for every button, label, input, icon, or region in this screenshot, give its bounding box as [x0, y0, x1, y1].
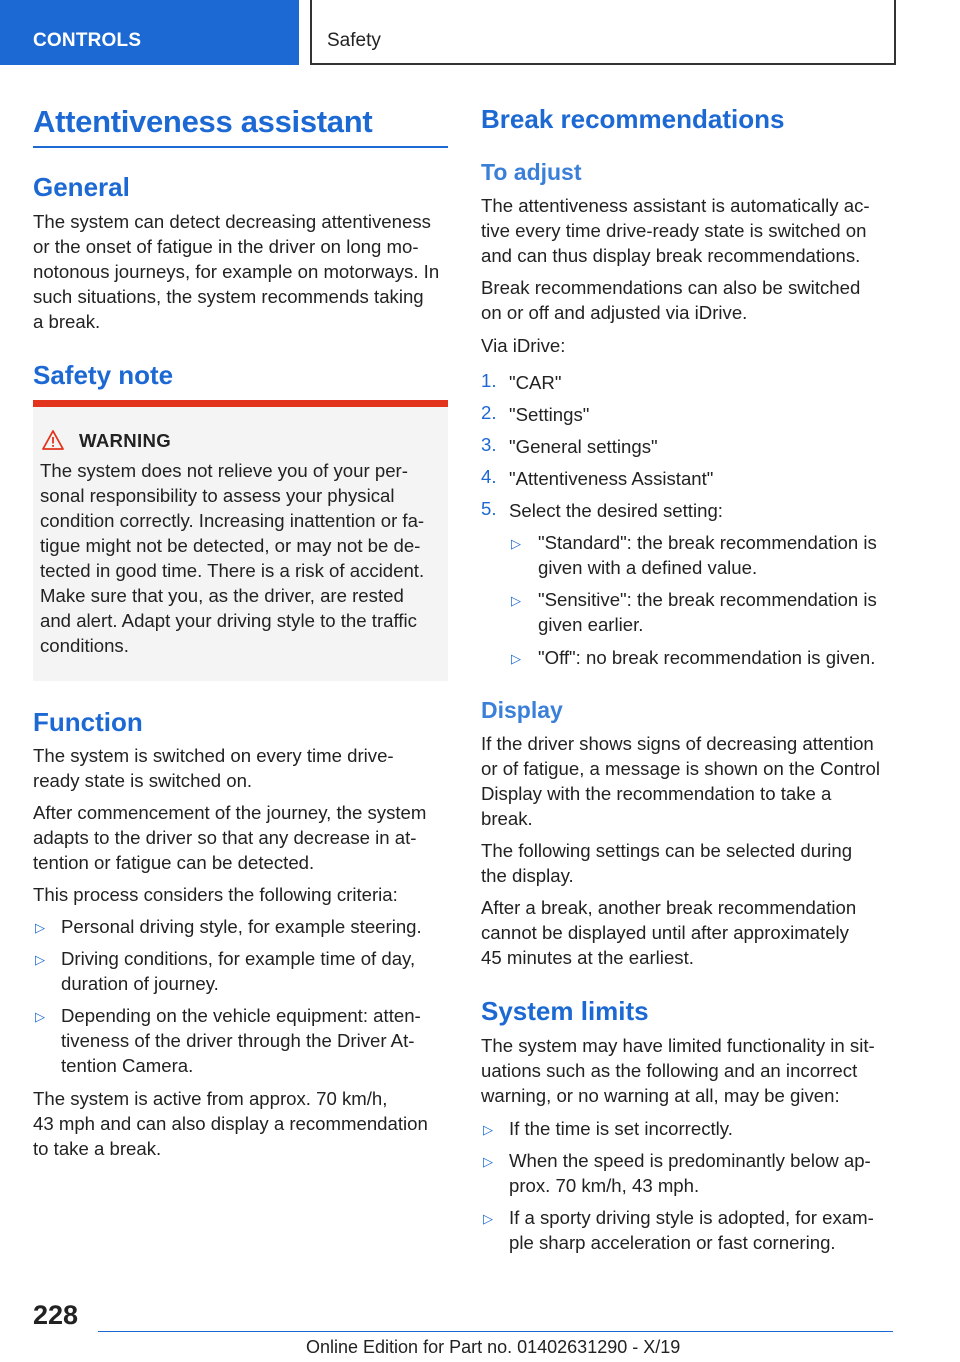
warning-bar — [33, 400, 448, 407]
option-item: "Sensitive": the break recommendation is given earlier. — [538, 589, 877, 635]
limits-text: The system may have limited functionality in sit- uations such as the following and an incorrect warning, or no warning at all, may be given: — [481, 1035, 875, 1106]
list-item: If the time is set incorrectly. — [509, 1118, 733, 1139]
list-item: Personal driving style, for example steering. — [61, 916, 422, 937]
page-number: 228 — [33, 1300, 79, 1330]
warning-text: The system does not relieve you of your per- sonal responsibility to assess your physical condition correctly. Increasing inattention or fa- tigue might not be detected, or may not be de- tected in good time. There is a risk of accident. Make sure that you, as the driver, are rested and alert. Adapt your driving style to the traffic conditions. — [40, 460, 425, 656]
heading-to-adjust: To adjust — [481, 159, 582, 185]
bullet-icon: ▷ — [483, 1154, 493, 1169]
warning-box — [33, 400, 448, 681]
warning-title: WARNING — [79, 430, 171, 451]
display-text-1: If the driver shows signs of decreasing attention or of fatigue, a message is shown on the Control Display with the recommendation to take a break. — [481, 733, 880, 829]
list-item: If a sporty driving style is adopted, for exam- ple sharp acceleration or fast cornering. — [509, 1207, 874, 1253]
list-item: Driving conditions, for example time of day, duration of journey. — [61, 948, 416, 994]
step-item: "Attentiveness Assistant" — [509, 468, 714, 489]
bullet-icon: ▷ — [511, 593, 521, 608]
function-text-3: This process considers the following criteria: — [33, 884, 398, 905]
function-text-1: The system is switched on every time drive- ready state is switched on. — [33, 745, 394, 791]
display-text-3: After a break, another break recommendation cannot be displayed until after approximately 45 minutes at the earliest. — [481, 897, 857, 968]
step-number: 1. — [481, 370, 497, 391]
list-item: When the speed is predominantly below ap- prox. 70 km/h, 43 mph. — [509, 1150, 871, 1196]
footer-edition: Online Edition for Part no. 01402631290 - X/19 — [306, 1337, 681, 1357]
step-number: 5. — [481, 498, 497, 519]
step-item: Select the desired setting: — [509, 500, 723, 521]
step-item: "Settings" — [509, 404, 590, 425]
warning-icon — [42, 430, 64, 450]
heading-break-recommendations: Break recommendations — [481, 104, 785, 134]
function-text-4: The system is active from approx. 70 km/h, 43 mph and can also display a recommendation to take a break. — [33, 1088, 428, 1159]
step-number: 3. — [481, 434, 497, 455]
heading-function: Function — [33, 707, 143, 737]
adjust-text-1: The attentiveness assistant is automatically ac- tive every time drive-ready state is switched on and can thus display break recommendations. — [481, 195, 870, 266]
bullet-icon: ▷ — [35, 952, 45, 967]
display-text-2: The following settings can be selected during the display. — [481, 840, 853, 886]
option-item: "Standard": the break recommendation is given with a defined value. — [538, 532, 877, 578]
heading-general: General — [33, 172, 130, 202]
page-title: Attentiveness assistant — [33, 104, 373, 139]
bullet-icon: ▷ — [483, 1122, 493, 1137]
adjust-text-3: Via iDrive: — [481, 335, 566, 356]
heading-system-limits: System limits — [481, 996, 649, 1026]
header-tab — [0, 0, 299, 65]
list-item: Depending on the vehicle equipment: atten- tiveness of the driver through the Driver At- tention Camera. — [61, 1005, 421, 1076]
bullet-icon: ▷ — [35, 1009, 45, 1024]
bullet-icon: ▷ — [483, 1211, 493, 1226]
footer-rule — [98, 1331, 893, 1332]
header-tab-label: CONTROLS — [33, 30, 142, 51]
adjust-text-2: Break recommendations can also be switched on or off and adjusted via iDrive. — [481, 277, 861, 323]
heading-display: Display — [481, 697, 563, 723]
step-item: "CAR" — [509, 372, 562, 393]
title-rule — [33, 146, 448, 148]
header-section-label: Safety — [327, 30, 381, 51]
bullet-icon: ▷ — [511, 536, 521, 551]
general-text: The system can detect decreasing attentiveness or the onset of fatigue in the driver on long mo- notonous journeys, for example on motorways. In such situations, the system recommends taking a break. — [33, 211, 440, 332]
bullet-icon: ▷ — [35, 920, 45, 935]
function-text-2: After commencement of the journey, the system adapts to the driver so that any decrease in at- tention or fatigue can be detected. — [33, 802, 427, 873]
heading-safety-note: Safety note — [33, 360, 174, 390]
step-number: 4. — [481, 466, 497, 487]
step-number: 2. — [481, 402, 497, 423]
header-section — [310, 0, 896, 65]
option-item: "Off": no break recommendation is given. — [538, 647, 876, 668]
bullet-icon: ▷ — [511, 651, 521, 666]
step-item: "General settings" — [509, 436, 658, 457]
